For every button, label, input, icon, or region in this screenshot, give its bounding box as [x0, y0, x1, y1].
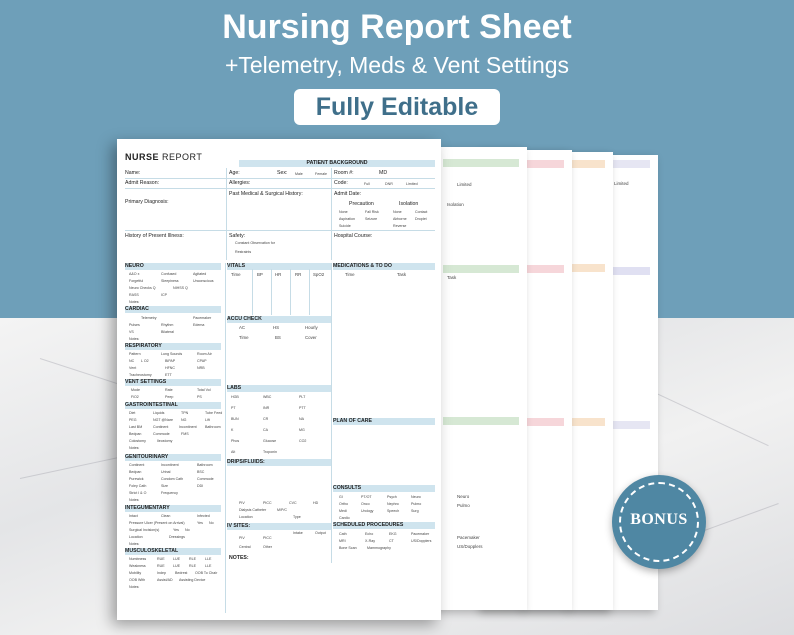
checkbox-consult-ptot[interactable]: PT/OT	[361, 495, 372, 499]
back-sheet-4: Limited	[570, 155, 658, 610]
col-spo2: SpO2	[313, 272, 325, 277]
lab-ca[interactable]: CA	[263, 428, 268, 432]
checkbox-incontinent[interactable]: Incontinent	[179, 425, 197, 429]
checkbox-liquids[interactable]: Liquids	[153, 411, 165, 415]
section-plan-of-care: PLAN OF CARE	[333, 418, 435, 425]
col-accu-time: Time	[239, 335, 249, 340]
field-size[interactable]: Size	[161, 484, 168, 488]
checkbox-condom[interactable]: Condom Cath	[161, 477, 184, 481]
checkbox-mri[interactable]: MRI	[339, 539, 346, 543]
section-genitourinary: GENITOURINARY	[125, 454, 221, 461]
field-sex[interactable]: Sex:	[277, 170, 288, 176]
checkbox-hourly[interactable]: Hourly	[305, 325, 318, 330]
checkbox-nihss[interactable]: NIHSS Q	[173, 286, 188, 290]
field-vs[interactable]: VS	[129, 330, 134, 334]
checkbox-ct[interactable]: CT	[389, 539, 394, 543]
field-cardiac-notes[interactable]: Notes:	[129, 337, 140, 341]
checkbox-ileostomy[interactable]: Ileostomy	[157, 439, 173, 443]
checkbox-consult-cardio[interactable]: Cardio	[339, 516, 350, 520]
section-patient-background: PATIENT BACKGROUND	[239, 160, 435, 167]
checkbox-infected[interactable]: Infected	[197, 514, 210, 518]
checkbox-numb-rue[interactable]: RUE	[157, 557, 165, 561]
back-sheet-1: Limited Isolation Task Neuro Pulmo Pacemaker US/Dopplers	[435, 147, 527, 610]
field-lung-sounds[interactable]: Lung Sounds	[161, 352, 183, 356]
checkbox-numb-lle[interactable]: LLE	[205, 557, 212, 561]
checkbox-pu-yes[interactable]: Yes	[197, 521, 203, 525]
col-time: Time	[231, 272, 241, 277]
checkbox-bone-scan[interactable]: Bone Scan	[339, 546, 357, 550]
section-labs: LABS	[227, 385, 331, 392]
field-allergies[interactable]: Allergies:	[229, 180, 251, 186]
section-scheduled-procedures: SCHEDULED PROCEDURES	[333, 522, 435, 529]
checkbox-other[interactable]: Other	[263, 545, 272, 549]
checkbox-oob[interactable]: OOB To Chair	[195, 571, 218, 575]
page-title: Nursing Report Sheet	[222, 8, 572, 46]
checkbox-weak-lue[interactable]: LUE	[173, 564, 180, 568]
field-ps[interactable]: PS	[197, 395, 202, 399]
checkbox-female[interactable]: Female	[315, 172, 327, 176]
checkbox-consult-surg[interactable]: Surg	[411, 509, 419, 513]
checkbox-male[interactable]: Male	[295, 172, 303, 176]
field-dressings[interactable]: Dressings	[169, 535, 185, 539]
field-room[interactable]: Room #:	[334, 170, 354, 176]
field-diet[interactable]: Diet	[129, 411, 136, 415]
field-l-o2[interactable]: L O2	[141, 359, 149, 363]
section-notes: NOTES:	[229, 555, 249, 561]
checkbox-gu-bathroom[interactable]: Bathroom	[197, 463, 213, 467]
field-rate[interactable]: Rate	[165, 388, 173, 392]
section-musculoskeletal: MUSCULOSKELETAL	[125, 548, 221, 555]
checkbox-consult-onco[interactable]: Onco	[361, 502, 370, 506]
field-fio2[interactable]: FiO2	[131, 395, 139, 399]
checkbox-purewick[interactable]: Purewick	[129, 477, 144, 481]
checkbox-hfnc[interactable]: HFNC	[165, 366, 175, 370]
checkbox-consult-psych[interactable]: Psych	[387, 495, 397, 499]
checkbox-consult-neuro[interactable]: Neuro	[411, 495, 421, 499]
field-surgical-incision[interactable]: Surgical Incision(s)	[129, 528, 160, 532]
checkbox-restraints[interactable]: Restraints	[235, 250, 252, 254]
field-gi-notes[interactable]: Notes:	[129, 446, 140, 450]
checkbox-commode[interactable]: Commode	[153, 432, 170, 436]
checkbox-bedpan[interactable]: Bedpan	[129, 432, 142, 436]
col-output: Output	[315, 531, 326, 535]
checkbox-iv-picc[interactable]: PICC	[263, 536, 272, 540]
field-ddi[interactable]: DDI	[197, 484, 204, 488]
field-mode[interactable]: Mode	[131, 388, 140, 392]
checkbox-room-air[interactable]: Room Air	[197, 352, 212, 356]
checkbox-ekg[interactable]: EKG	[389, 532, 397, 536]
col-task: Task	[397, 272, 407, 277]
checkbox-cath[interactable]: Cath	[339, 532, 347, 536]
field-icp[interactable]: ICP	[161, 293, 167, 297]
checkbox-hs[interactable]: HS	[273, 325, 280, 330]
bonus-label: BONUS	[630, 511, 688, 528]
field-mpo[interactable]: M/P/C	[277, 508, 287, 512]
checkbox-cvc[interactable]: CVC	[289, 501, 297, 505]
checkbox-vent[interactable]: Vent	[129, 366, 137, 370]
checkbox-telemetry[interactable]: Telemetry	[141, 316, 157, 320]
checkbox-droplet[interactable]: Droplet	[415, 217, 427, 221]
lab-mg[interactable]: MG	[299, 428, 305, 432]
lab-ptt[interactable]: PTT	[299, 406, 306, 410]
lab-pt[interactable]: PT	[231, 406, 236, 410]
checkbox-sleepiness[interactable]: Sleepiness	[161, 279, 179, 283]
field-admit-reason[interactable]: Admit Reason:	[125, 180, 160, 186]
field-msk-notes[interactable]: Notes:	[129, 585, 140, 589]
checkbox-unconscious[interactable]: Unconscious	[193, 279, 214, 283]
section-medications: MEDICATIONS & TO DO	[333, 263, 435, 270]
fully-editable-label: Fully Editable	[294, 89, 500, 125]
checkbox-cpap[interactable]: CPAP	[197, 359, 207, 363]
field-safety[interactable]: Safety:	[229, 233, 246, 239]
section-vent-settings: VENT SETTINGS	[125, 379, 221, 386]
field-integ-notes[interactable]: Notes:	[129, 542, 140, 546]
checkbox-none[interactable]: None	[339, 210, 348, 214]
lab-plt[interactable]: PLT	[299, 395, 306, 399]
field-admit-date[interactable]: Admit Date:	[334, 191, 362, 197]
checkbox-consult-gi[interactable]: GI	[339, 495, 343, 499]
checkbox-aspiration[interactable]: Aspiration	[339, 217, 355, 221]
checkbox-dialysis[interactable]: Dialysis Catheter	[239, 508, 267, 512]
field-mobility[interactable]: Mobility	[129, 571, 142, 575]
checkbox-urinal[interactable]: Urinal	[161, 470, 171, 474]
checkbox-numb-lue[interactable]: LUE	[173, 557, 180, 561]
field-bilateral[interactable]: Bilateral	[161, 330, 174, 334]
checkbox-fms[interactable]: FMS	[181, 432, 189, 436]
checkbox-us-dopplers[interactable]: US/Dopplers	[411, 539, 432, 543]
field-primary-dx[interactable]: Primary Diagnosis:	[125, 199, 169, 205]
field-rhythm[interactable]: Rhythm	[161, 323, 174, 327]
field-numbness[interactable]: Numbness	[129, 557, 147, 561]
checkbox-proc-pacemaker[interactable]: Pacemaker	[411, 532, 430, 536]
checkbox-consult-medi[interactable]: Medi	[339, 509, 347, 513]
field-gu-notes[interactable]: Notes:	[129, 498, 140, 502]
field-pattern[interactable]: Pattern	[129, 352, 141, 356]
field-assist[interactable]: Assist/AD	[157, 578, 173, 582]
checkbox-neuro-checks[interactable]: Neuro Checks Q	[129, 286, 156, 290]
col-bp: BP	[257, 272, 263, 277]
checkbox-xray[interactable]: X-Ray	[365, 539, 375, 543]
checkbox-gu-incontinent[interactable]: Incontinent	[161, 463, 179, 467]
lab-alt[interactable]: Alt	[231, 450, 236, 454]
checkbox-intact[interactable]: Intact	[129, 514, 138, 518]
checkbox-weak-rue[interactable]: RUE	[157, 564, 165, 568]
checkbox-foley[interactable]: Foley Cath	[129, 484, 147, 488]
field-line-type[interactable]: Type	[293, 515, 301, 519]
checkbox-hd[interactable]: HD	[313, 501, 319, 505]
checkbox-numb-rle[interactable]: RLE	[189, 557, 196, 561]
checkbox-iv-piv[interactable]: PIV	[239, 536, 245, 540]
field-assisting-device[interactable]: Assisting Device	[179, 578, 206, 582]
checkbox-gu-commode[interactable]: Commode	[197, 477, 214, 481]
label-precaution: Precaution	[349, 201, 374, 207]
checkbox-bsc[interactable]: BSC	[197, 470, 205, 474]
checkbox-ac[interactable]: AC	[239, 325, 246, 330]
checkbox-central[interactable]: Central	[239, 545, 251, 549]
checkbox-weak-rle[interactable]: RLE	[189, 564, 196, 568]
sheet-logo: NURSE REPORT	[125, 152, 203, 162]
field-neuro-notes[interactable]: Notes:	[129, 300, 140, 304]
section-drips: DRIPS/FLUIDS:	[227, 459, 331, 466]
checkbox-trach[interactable]: Tracheostomy	[129, 373, 152, 377]
checkbox-colostomy[interactable]: Colostomy	[129, 439, 146, 443]
field-tidal[interactable]: Total Vol	[197, 388, 211, 392]
checkbox-gu-bedpan[interactable]: Bedpan	[129, 470, 142, 474]
checkbox-pacemaker[interactable]: Pacemaker	[193, 316, 212, 320]
section-accu-check: ACCU CHECK	[227, 316, 331, 323]
checkbox-gu-continent[interactable]: Continent	[129, 463, 145, 467]
page-subtitle: +Telemetry, Meds & Vent Settings	[224, 52, 570, 78]
col-hr: HR	[275, 272, 282, 277]
field-code[interactable]: Code:	[334, 180, 348, 186]
field-peep[interactable]: Peep	[165, 395, 174, 399]
section-integumentary: INTEGUMENTARY	[125, 505, 221, 512]
field-md[interactable]: MD	[379, 170, 388, 176]
lab-glucose[interactable]: Glucose	[263, 439, 277, 443]
checkbox-bathroom[interactable]: Bathroom	[205, 425, 221, 429]
checkbox-reverse[interactable]: Reverse	[393, 224, 407, 228]
checkbox-ng[interactable]: NG	[181, 418, 187, 422]
checkbox-tpn[interactable]: TPN	[181, 411, 189, 415]
section-respiratory: RESPIRATORY	[125, 343, 221, 350]
col-intake: Intake	[293, 531, 303, 535]
bonus-badge	[612, 475, 706, 569]
checkbox-consult-speech[interactable]: Speech	[387, 509, 400, 513]
nurse-report-sheet	[117, 139, 441, 620]
field-name[interactable]: Name:	[125, 170, 141, 176]
checkbox-iso-none[interactable]: None	[393, 210, 402, 214]
field-hospital-course[interactable]: Hospital Course:	[334, 233, 373, 239]
col-med-time: Time	[345, 272, 355, 277]
checkbox-nrb[interactable]: NRB	[197, 366, 205, 370]
field-pressure-ulcer[interactable]: Pressure Ulcer (Present on Arrival)	[129, 521, 185, 525]
lab-wbc[interactable]: WBC	[263, 395, 272, 399]
field-rass[interactable]: RASS	[129, 293, 139, 297]
checkbox-bedrest[interactable]: Bedrest	[175, 571, 188, 575]
checkbox-indep[interactable]: Indep	[157, 571, 166, 575]
checkbox-echo[interactable]: Echo	[365, 532, 374, 536]
field-line-location[interactable]: Location	[239, 515, 253, 519]
lab-phos[interactable]: Phos	[231, 439, 240, 443]
checkbox-constant-obs[interactable]: Constant Observation for	[235, 241, 275, 245]
checkbox-continent[interactable]: Continent	[153, 425, 169, 429]
checkbox-agitated[interactable]: Agitated	[193, 272, 207, 276]
field-weakness[interactable]: Weakness	[129, 564, 146, 568]
checkbox-clean[interactable]: Clean	[161, 514, 171, 518]
lab-cr[interactable]: CR	[263, 417, 269, 421]
checkbox-consult-nephro[interactable]: Nephro	[387, 502, 399, 506]
lab-troponin[interactable]: Troponin	[263, 450, 278, 454]
checkbox-full[interactable]: Full	[364, 182, 370, 186]
checkbox-tube-feed[interactable]: Tube Feed	[205, 411, 223, 415]
checkbox-lift[interactable]: Lift	[205, 418, 210, 422]
checkbox-picc[interactable]: PICC	[263, 501, 272, 505]
section-vitals: VITALS	[227, 263, 331, 270]
checkbox-bipap[interactable]: BiPAP	[165, 359, 176, 363]
label-isolation: Isolation	[399, 201, 419, 207]
lab-bun[interactable]: BUN	[231, 417, 239, 421]
checkbox-consult-ortho[interactable]: Ortho	[339, 502, 348, 506]
checkbox-consult-pulmo[interactable]: Pulmo	[411, 502, 422, 506]
checkbox-mammography[interactable]: Mammography	[367, 546, 391, 550]
checkbox-pu-no[interactable]: No	[209, 521, 214, 525]
checkbox-weak-lle[interactable]: LLE	[205, 564, 212, 568]
checkbox-confused[interactable]: Confused	[161, 272, 177, 276]
checkbox-aox4[interactable]: A&O x	[129, 272, 140, 276]
checkbox-dnr[interactable]: DNR	[385, 182, 393, 186]
checkbox-limited[interactable]: Limited	[406, 182, 418, 186]
section-cardiac: CARDIAC	[125, 306, 221, 313]
section-consults: CONSULTS	[333, 485, 435, 492]
col-bs: BS	[275, 335, 281, 340]
section-iv-sites: IV SITES:	[227, 523, 331, 530]
lab-co2[interactable]: CO2	[299, 439, 307, 443]
checkbox-ngt[interactable]: NGT @Nare	[153, 418, 173, 422]
field-location[interactable]: Location	[129, 535, 143, 539]
checkbox-forgetful[interactable]: Forgetful	[129, 279, 144, 283]
field-hpi[interactable]: History of Present Illness:	[125, 233, 184, 239]
checkbox-consult-urology[interactable]: Urology	[361, 509, 374, 513]
field-pmh[interactable]: Past Medical & Surgical History:	[229, 191, 303, 197]
lab-k[interactable]: K	[231, 428, 234, 432]
checkbox-nc[interactable]: NC	[129, 359, 135, 363]
section-gastrointestinal: GASTROINTESTINAL	[125, 402, 221, 409]
lab-inr[interactable]: INR	[263, 406, 270, 410]
checkbox-contact[interactable]: Contact	[415, 210, 428, 214]
checkbox-si-no[interactable]: No	[185, 528, 190, 532]
checkbox-strict-io[interactable]: Strict I & O	[129, 491, 147, 495]
checkbox-airborne[interactable]: Airborne	[393, 217, 407, 221]
checkbox-suicide[interactable]: Suicide	[339, 224, 351, 228]
checkbox-peg[interactable]: PEG	[129, 418, 137, 422]
checkbox-piv[interactable]: PIV	[239, 501, 245, 505]
field-pulses[interactable]: Pulses	[129, 323, 140, 327]
field-frequency[interactable]: Frequency	[161, 491, 178, 495]
field-oob-with[interactable]: OOB With	[129, 578, 146, 582]
field-age[interactable]: Age:	[229, 170, 240, 176]
checkbox-fall-risk[interactable]: Fall Risk	[365, 210, 379, 214]
field-edema[interactable]: Edema	[193, 323, 205, 327]
lab-hgb[interactable]: HGB	[231, 395, 239, 399]
checkbox-seizure[interactable]: Seizure	[365, 217, 378, 221]
field-last-bm[interactable]: Last BM	[129, 425, 143, 429]
lab-na[interactable]: NA	[299, 417, 304, 421]
section-neuro: NEURO	[125, 263, 221, 270]
col-rr: RR	[295, 272, 302, 277]
checkbox-si-yes[interactable]: Yes	[173, 528, 179, 532]
checkbox-ett[interactable]: ETT	[165, 373, 172, 377]
col-cover: Cover	[305, 335, 317, 340]
